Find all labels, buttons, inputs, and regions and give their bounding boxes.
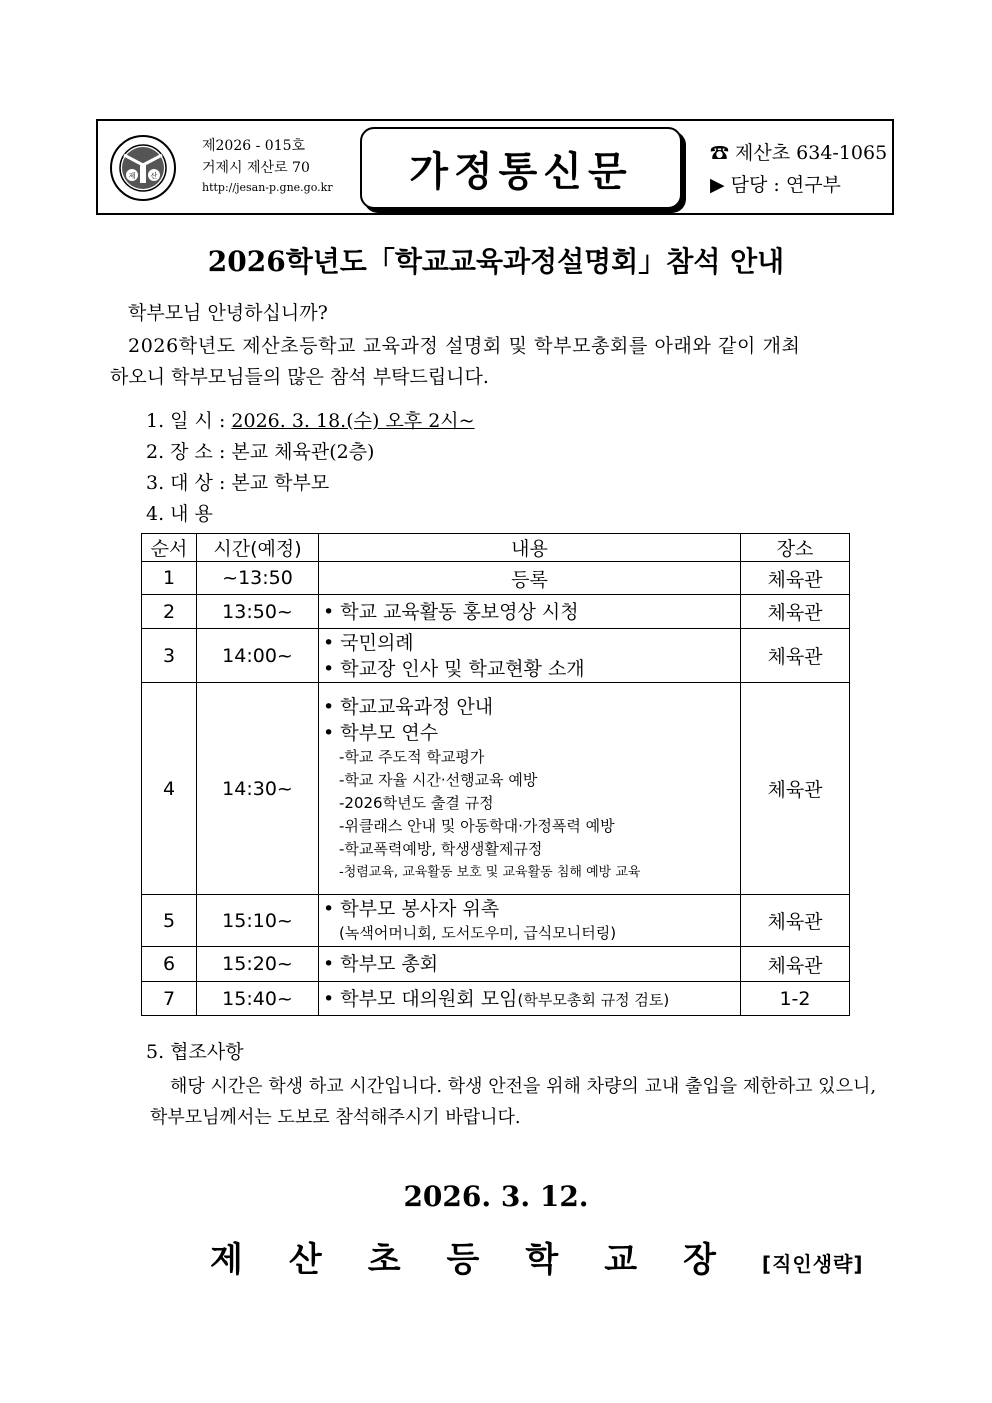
place-item: 2. 장 소 : 본교 체육관(2층) [146, 441, 375, 463]
newsletter-title: 가정통신문 [360, 127, 682, 209]
header-time: 시간(예정) [197, 534, 319, 562]
header-order: 순서 [142, 534, 197, 562]
cooperation-heading: 5. 협조사항 [146, 1041, 244, 1063]
header-place: 장소 [741, 534, 850, 562]
school-address: 거제시 제산로 70 [202, 160, 310, 176]
content-item: 4. 내 용 [146, 503, 213, 525]
date-item: 1. 일 시 : 2026. 3. 18.(수) 오후 2시~ [146, 410, 475, 432]
intro-line-2: 하오니 학부모님들의 많은 참석 부탁드립니다. [110, 366, 489, 388]
table-row: 6 15:20~ • 학부모 총회 체육관 [142, 947, 850, 982]
document-title: 2026학년도「학교교육과정설명회」참석 안내 [207, 245, 785, 278]
issue-number: 제2026 - 015호 [202, 138, 306, 154]
table-row: 1 ~13:50 등록 체육관 [142, 562, 850, 595]
schedule-table [141, 533, 850, 1016]
newsletter-header [96, 119, 894, 215]
table-header-row [142, 534, 850, 562]
table-row: 4 14:30~ • 학교교육과정 안내 • 학부모 연수 -학교 주도적 학교평가 -학교 자율 시간·선행교육 예방 -2026학년도 출결 규정 -위클래스 안내 및 아동학대·가정폭력 예방 -학교폭력예방, 학생생활제규정 -청렴교육, 교육활동 보호 및 교육활동 침해 예방 교육 체육관 [142, 683, 850, 895]
emblem-text-1: 제 [128, 172, 136, 180]
cooperation-line-1: 해당 시간은 학생 하교 시간입니다. 학생 안전을 위해 차량의 교내 출입을 제한하고 있으니, [170, 1076, 877, 1097]
header-content: 내용 [319, 534, 741, 562]
school-principal: 제산초등학교장 [210, 1240, 762, 1280]
principal-signature [210, 1232, 863, 1281]
table-row: 5 15:10~ • 학부모 봉사자 위촉 (녹색어머니회, 도서도우미, 급식모니터링) 체육관 [142, 895, 850, 947]
event-details [146, 406, 475, 530]
issue-date: 2026. 3. 12. [403, 1180, 589, 1213]
cooperation-line-2: 학부모님께서는 도보로 참석해주시기 바랍니다. [150, 1107, 521, 1128]
department-contact: ▶ 담당 : 연구부 [710, 174, 841, 196]
school-url[interactable]: http://jesan-p.gne.go.kr [202, 181, 333, 194]
phone-number: ☎ 제산초 634-1065 [710, 142, 888, 164]
table-row: 7 15:40~ • 학부모 대의원회 모임(학부모총회 규정 검토) 1-2 [142, 982, 850, 1016]
greeting: 학부모님 안녕하십니까? [128, 302, 328, 324]
seal-note: [직인생략] [761, 1252, 864, 1276]
date-value: 2026. 3. 18.(수) 오후 2시~ [231, 410, 475, 432]
table-row: 2 13:50~ • 학교 교육활동 홍보영상 시청 체육관 [142, 595, 850, 629]
contact-info [710, 137, 887, 201]
issue-info [202, 135, 333, 197]
intro-line-1: 2026학년도 제산초등학교 교육과정 설명회 및 학부모총회를 아래와 같이 개최 [128, 335, 801, 357]
target-item: 3. 대 상 : 본교 학부모 [146, 472, 330, 494]
table-row: 3 14:00~ • 국민의례 • 학교장 인사 및 학교현황 소개 체육관 [142, 629, 850, 683]
emblem-text-2: 산 [150, 172, 158, 180]
school-emblem-icon [110, 135, 176, 201]
